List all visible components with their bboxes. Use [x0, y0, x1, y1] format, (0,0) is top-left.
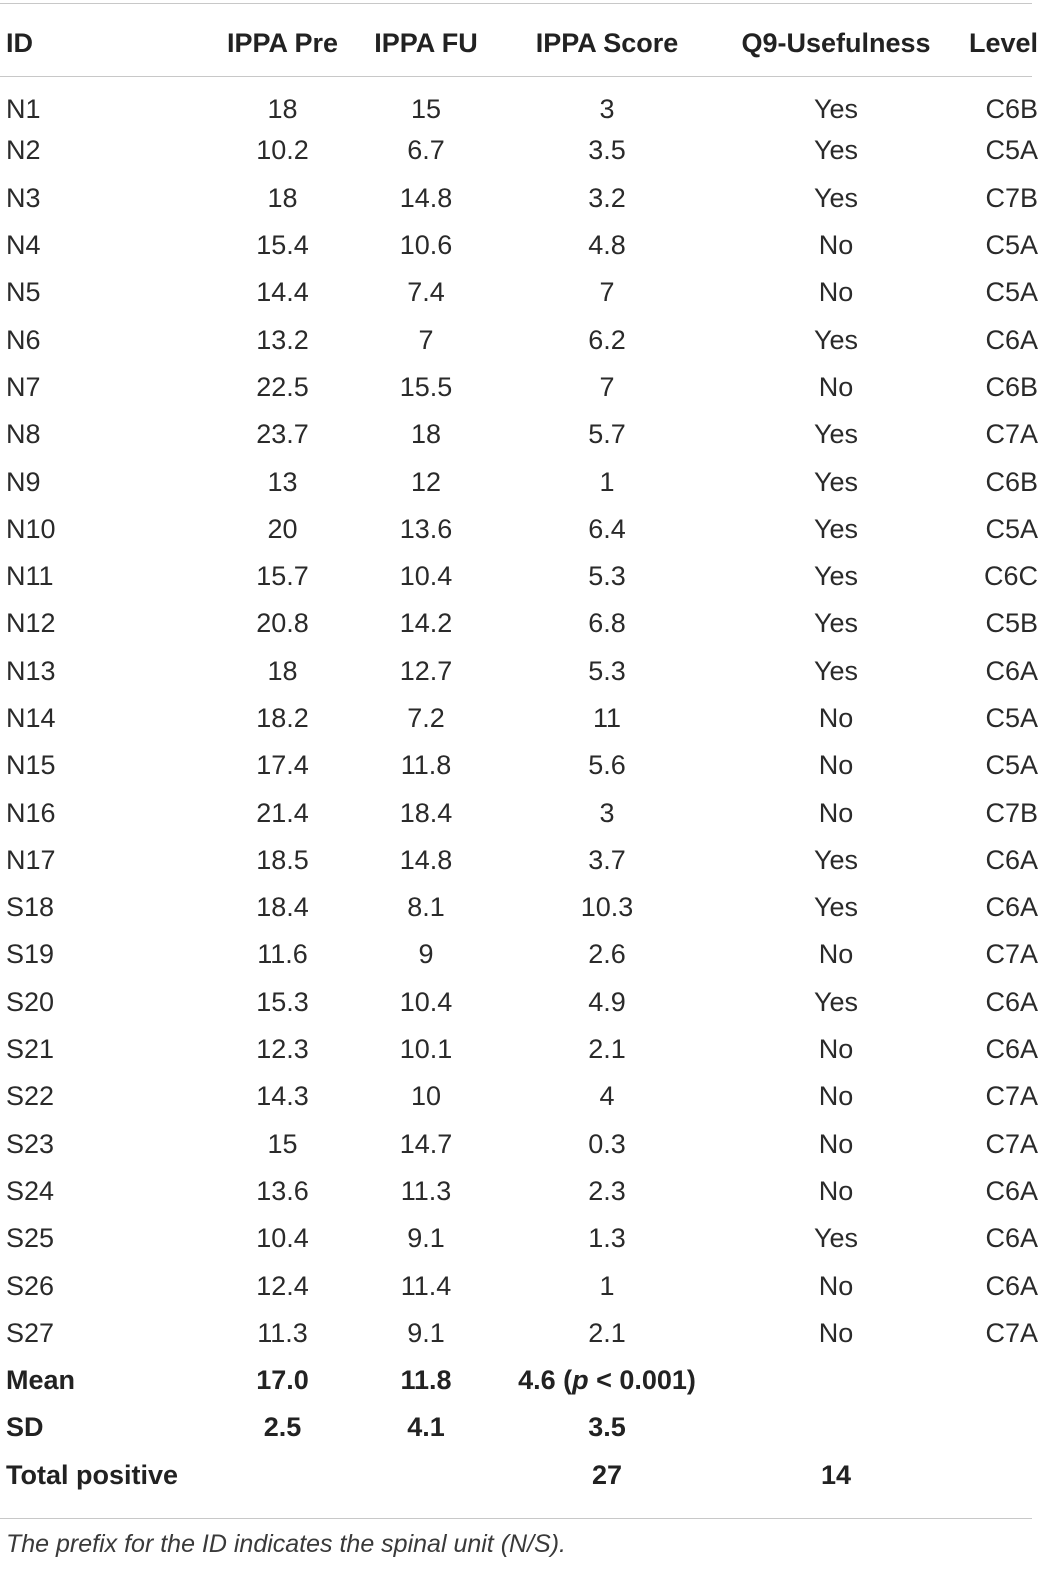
- cell-ippa-score: 3.2: [588, 182, 626, 213]
- table-row: [0, 553, 1038, 600]
- cell-level: C6A: [985, 1175, 1038, 1206]
- cell-level: C7A: [985, 1081, 1038, 1112]
- cell-q9-usefulness: Yes: [813, 182, 859, 213]
- sd-fu: 4.1: [407, 1412, 445, 1443]
- table-row: [0, 175, 1038, 222]
- cell-ippa-fu: 15: [410, 94, 442, 125]
- cell-ippa-pre: 11.6: [257, 939, 308, 970]
- cell-ippa-fu: 10.4: [399, 986, 453, 1017]
- cell-ippa-pre: 18: [267, 655, 298, 686]
- cell-id: N12: [6, 608, 56, 639]
- table-row: [0, 600, 1038, 647]
- cell-ippa-score: 1: [599, 466, 615, 497]
- cell-ippa-fu: 8.1: [407, 892, 445, 923]
- cell-id: N1: [6, 94, 41, 125]
- cell-ippa-fu: 10.4: [399, 561, 453, 592]
- cell-level: C7A: [985, 939, 1038, 970]
- cell-id: N16: [6, 797, 56, 828]
- cell-q9-usefulness: Yes: [813, 324, 859, 355]
- cell-ippa-fu: 14.8: [399, 844, 453, 875]
- cell-ippa-pre: 14.3: [256, 1081, 309, 1112]
- cell-id: S19: [6, 939, 55, 970]
- cell-level: C5A: [985, 230, 1038, 261]
- cell-id: S26: [6, 1270, 55, 1301]
- cell-ippa-score: 0.3: [588, 1128, 626, 1159]
- cell-level: C7A: [985, 1317, 1038, 1348]
- total-level: [946, 1452, 1038, 1499]
- table-row: [0, 269, 1038, 316]
- cell-ippa-pre: 20: [267, 513, 298, 544]
- cell-q9-usefulness: Yes: [813, 986, 859, 1017]
- table-row: [0, 364, 1038, 411]
- cell-ippa-pre: 15.3: [256, 986, 309, 1017]
- total-q9: 14: [820, 1459, 852, 1490]
- cell-id: S21: [6, 1034, 55, 1065]
- cell-ippa-fu: 14.2: [399, 608, 453, 639]
- table-row: [0, 742, 1038, 789]
- total-fu: [364, 1452, 488, 1499]
- cell-q9-usefulness: Yes: [813, 892, 859, 923]
- cell-ippa-pre: 10.2: [256, 135, 309, 166]
- mean-pre: 17.0: [256, 1365, 309, 1396]
- cell-ippa-pre: 18.4: [256, 892, 309, 923]
- cell-id: N7: [6, 371, 41, 402]
- cell-ippa-fu: 15.5: [399, 371, 453, 402]
- table-row: [0, 695, 1038, 742]
- cell-ippa-pre: 13.2: [256, 324, 309, 355]
- cell-ippa-fu: 12.7: [399, 655, 453, 686]
- mean-score: [488, 1357, 726, 1404]
- cell-q9-usefulness: No: [818, 703, 854, 733]
- table-row: [0, 316, 1038, 363]
- cell-ippa-pre: 18.2: [256, 703, 309, 733]
- cell-ippa-fu: 18.4: [399, 797, 453, 828]
- cell-ippa-pre: 22.5: [256, 371, 309, 402]
- cell-id: N4: [6, 230, 41, 261]
- cell-q9-usefulness: No: [818, 1081, 854, 1112]
- sd-level: [946, 1404, 1038, 1451]
- cell-level: C6A: [985, 986, 1038, 1017]
- cell-id: N6: [6, 324, 41, 355]
- cell-ippa-fu: 7.4: [407, 277, 445, 308]
- table-row: [0, 506, 1038, 553]
- cell-id: N8: [6, 419, 41, 450]
- cell-ippa-score: 4: [599, 1081, 615, 1112]
- table-row: [0, 1026, 1038, 1073]
- cell-ippa-fu: 14.7: [399, 1128, 453, 1159]
- cell-id: S22: [6, 1081, 55, 1112]
- cell-q9-usefulness: Yes: [813, 513, 859, 544]
- mean-score-p: p: [572, 1365, 589, 1396]
- cell-id: N15: [6, 750, 56, 781]
- cell-ippa-score: 7: [599, 371, 615, 402]
- mean-score-value: 4.6 (: [518, 1365, 573, 1396]
- cell-q9-usefulness: Yes: [813, 561, 859, 592]
- table-row: [0, 1168, 1038, 1215]
- cell-q9-usefulness: No: [818, 750, 854, 781]
- cell-q9-usefulness: Yes: [813, 655, 859, 686]
- cell-q9-usefulness: No: [818, 371, 854, 402]
- cell-ippa-pre: 23.7: [256, 419, 309, 450]
- cell-ippa-score: 3.7: [588, 844, 626, 875]
- cell-q9-usefulness: No: [818, 230, 854, 261]
- total-pre: [201, 1452, 364, 1499]
- cell-ippa-fu: 11.4: [400, 1270, 452, 1301]
- cell-ippa-pre: 12.4: [256, 1270, 309, 1301]
- cell-q9-usefulness: No: [818, 939, 854, 970]
- cell-id: N10: [6, 513, 56, 544]
- cell-ippa-score: 4.8: [588, 230, 626, 261]
- cell-ippa-pre: 15.4: [256, 230, 309, 261]
- cell-level: C5A: [985, 135, 1038, 166]
- cell-ippa-fu: 7: [418, 324, 434, 355]
- cell-level: C5A: [985, 513, 1038, 544]
- table-row: [0, 1262, 1038, 1309]
- cell-id: S20: [6, 986, 55, 1017]
- cell-ippa-pre: 18: [267, 182, 298, 213]
- cell-ippa-score: 6.2: [588, 324, 626, 355]
- mean-score-rest: < 0.001): [588, 1365, 696, 1396]
- cell-ippa-fu: 9.1: [407, 1317, 445, 1348]
- cell-ippa-fu: 9: [418, 939, 434, 970]
- cell-level: C5A: [985, 750, 1038, 781]
- header-ippa-score: IPPA Score: [535, 27, 679, 58]
- footer-rule: [0, 1518, 1032, 1519]
- cell-ippa-fu: 10: [410, 1081, 442, 1112]
- cell-q9-usefulness: Yes: [813, 419, 859, 450]
- cell-ippa-score: 3: [599, 94, 615, 125]
- cell-q9-usefulness: Yes: [813, 94, 859, 125]
- table-row: [0, 1073, 1038, 1120]
- cell-ippa-score: 3: [599, 797, 615, 828]
- cell-ippa-fu: 6.7: [407, 135, 445, 166]
- cell-level: C6A: [985, 844, 1038, 875]
- cell-ippa-score: 2.1: [588, 1034, 626, 1065]
- cell-q9-usefulness: No: [818, 1270, 854, 1301]
- total-score: 27: [591, 1459, 623, 1490]
- cell-ippa-score: 4.9: [588, 986, 626, 1017]
- table-row: [0, 648, 1038, 695]
- cell-id: N2: [6, 135, 41, 166]
- sd-label: SD: [6, 1412, 44, 1443]
- sd-score: 3.5: [588, 1412, 626, 1443]
- cell-q9-usefulness: No: [818, 1317, 854, 1348]
- summary-row-sd: [0, 1404, 1038, 1451]
- header-q9-usefulness: Q9-Usefulness: [741, 27, 931, 58]
- cell-ippa-pre: 20.8: [256, 608, 309, 639]
- mean-label: Mean: [6, 1365, 76, 1396]
- cell-ippa-pre: 15.7: [256, 561, 309, 592]
- cell-ippa-fu: 11.3: [400, 1175, 452, 1206]
- header-id: ID: [6, 27, 33, 58]
- summary-row-mean: [0, 1357, 1038, 1404]
- mean-fu: 11.8: [400, 1365, 452, 1396]
- cell-ippa-score: 10.3: [580, 892, 634, 923]
- cell-level: C6A: [985, 1034, 1038, 1065]
- sd-q9: [726, 1404, 946, 1451]
- cell-level: C6B: [985, 371, 1038, 402]
- total-label: Total positive: [6, 1459, 179, 1490]
- cell-q9-usefulness: Yes: [813, 844, 859, 875]
- cell-ippa-fu: 14.8: [399, 182, 453, 213]
- cell-level: C6B: [985, 466, 1038, 497]
- cell-level: C7A: [985, 1128, 1038, 1159]
- cell-level: C6A: [985, 1223, 1038, 1254]
- cell-ippa-pre: 17.4: [256, 750, 309, 781]
- cell-ippa-pre: 13.6: [256, 1175, 309, 1206]
- cell-id: S18: [6, 892, 55, 923]
- table-row: [0, 1310, 1038, 1357]
- table-row: [0, 884, 1038, 931]
- table-footnote: The prefix for the ID indicates the spinal unit (N/S).: [6, 1530, 566, 1558]
- cell-q9-usefulness: Yes: [813, 466, 859, 497]
- cell-q9-usefulness: No: [818, 797, 854, 828]
- cell-ippa-score: 7: [599, 277, 615, 308]
- cell-ippa-pre: 21.4: [256, 797, 309, 828]
- cell-ippa-pre: 18: [267, 94, 298, 125]
- cell-ippa-pre: 15: [267, 1128, 298, 1159]
- cell-ippa-fu: 10.6: [399, 230, 453, 261]
- mean-level: [946, 1357, 1038, 1404]
- cell-level: C6A: [985, 892, 1038, 923]
- cell-ippa-score: 5.3: [588, 655, 626, 686]
- cell-q9-usefulness: No: [818, 1175, 854, 1206]
- cell-q9-usefulness: No: [818, 277, 854, 308]
- cell-level: C6A: [985, 655, 1038, 686]
- cell-q9-usefulness: No: [818, 1128, 854, 1159]
- cell-ippa-score: 6.4: [588, 513, 626, 544]
- sd-pre: 2.5: [263, 1412, 302, 1443]
- cell-level: C5B: [985, 608, 1038, 639]
- cell-ippa-pre: 18.5: [256, 844, 309, 875]
- cell-level: C5A: [985, 277, 1038, 308]
- summary-row-total-positive: [0, 1452, 1038, 1499]
- cell-level: C5A: [985, 703, 1038, 733]
- table-row: [0, 789, 1038, 836]
- header-ippa-fu: IPPA FU: [374, 27, 478, 58]
- cell-ippa-score: 1.3: [588, 1223, 626, 1254]
- cell-level: C6C: [983, 561, 1038, 592]
- cell-ippa-fu: 13.6: [399, 513, 453, 544]
- cell-ippa-score: 6.8: [588, 608, 626, 639]
- cell-ippa-score: 2.3: [588, 1175, 626, 1206]
- cell-id: N14: [6, 703, 56, 733]
- cell-ippa-fu: 12: [410, 466, 442, 497]
- cell-ippa-pre: 12.3: [256, 1034, 309, 1065]
- cell-ippa-fu: 7.2: [407, 703, 445, 733]
- cell-ippa-score: 3.5: [588, 135, 626, 166]
- header-ippa-pre: IPPA Pre: [226, 27, 339, 58]
- header-level: Level: [968, 27, 1038, 58]
- table-row: [0, 1121, 1038, 1168]
- table-row: [0, 979, 1038, 1026]
- cell-ippa-pre: 10.4: [256, 1223, 309, 1254]
- cell-id: N5: [6, 277, 41, 308]
- cell-level: C7B: [985, 182, 1038, 213]
- cell-id: N13: [6, 655, 56, 686]
- cell-id: N17: [6, 844, 56, 875]
- table-row: [0, 222, 1038, 269]
- table-row: [0, 1215, 1038, 1262]
- cell-ippa-score: 5.6: [588, 750, 626, 781]
- cell-ippa-score: 11: [592, 703, 622, 733]
- mean-q9: [726, 1357, 946, 1404]
- table-row: [0, 931, 1038, 978]
- cell-level: C7A: [985, 419, 1038, 450]
- cell-id: N11: [6, 561, 54, 592]
- cell-ippa-fu: 11.8: [400, 750, 452, 781]
- cell-ippa-fu: 10.1: [399, 1034, 453, 1065]
- cell-level: C6A: [985, 1270, 1038, 1301]
- cell-ippa-score: 2.6: [588, 939, 626, 970]
- table-row: [0, 80, 1038, 127]
- cell-id: S23: [6, 1128, 55, 1159]
- cell-id: S27: [6, 1317, 55, 1348]
- cell-level: C6A: [985, 324, 1038, 355]
- cell-ippa-pre: 14.4: [256, 277, 309, 308]
- cell-ippa-score: 2.1: [588, 1317, 626, 1348]
- cell-ippa-fu: 9.1: [407, 1223, 445, 1254]
- cell-q9-usefulness: Yes: [813, 135, 859, 166]
- table-row: [0, 837, 1038, 884]
- cell-q9-usefulness: No: [818, 1034, 854, 1065]
- cell-id: N3: [6, 182, 41, 213]
- cell-ippa-pre: 13: [267, 466, 298, 497]
- table-row: [0, 411, 1038, 458]
- cell-id: S25: [6, 1223, 55, 1254]
- cell-id: S24: [6, 1175, 55, 1206]
- cell-level: C7B: [985, 797, 1038, 828]
- cell-ippa-pre: 11.3: [257, 1317, 308, 1348]
- header-row: [0, 0, 1038, 80]
- table-body: [0, 80, 1038, 1499]
- cell-level: C6B: [985, 94, 1038, 125]
- cell-id: N9: [6, 466, 41, 497]
- cell-ippa-score: 5.3: [588, 561, 626, 592]
- cell-ippa-score: 5.7: [588, 419, 626, 450]
- table-row: [0, 458, 1038, 505]
- cell-q9-usefulness: Yes: [813, 608, 859, 639]
- cell-ippa-fu: 18: [410, 419, 442, 450]
- cell-q9-usefulness: Yes: [813, 1223, 859, 1254]
- cell-ippa-score: 1: [599, 1270, 615, 1301]
- table-row: [0, 127, 1038, 174]
